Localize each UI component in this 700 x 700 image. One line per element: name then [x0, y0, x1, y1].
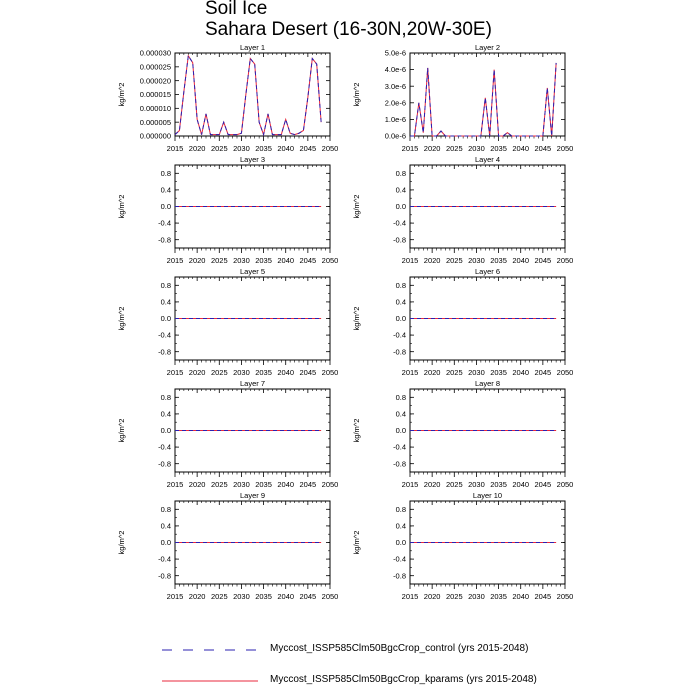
- y-tick-label: 0.000030: [139, 48, 171, 58]
- panel-layer-6: [352, 267, 573, 377]
- y-tick-label: 3.0e-6: [384, 81, 406, 91]
- x-tick-label: 2035: [255, 256, 272, 265]
- y-tick-label: 0.0: [160, 202, 171, 212]
- x-tick-label: 2050: [321, 480, 339, 489]
- y-axis-label: kg/m^2: [352, 82, 361, 107]
- panel-layer-4: [352, 155, 573, 265]
- x-tick-label: 2045: [299, 256, 317, 265]
- y-tick-label: 0.0: [160, 426, 171, 436]
- x-tick-label: 2040: [512, 480, 530, 489]
- y-tick-label: -0.4: [393, 218, 406, 228]
- x-tick-label: 2015: [166, 480, 184, 489]
- x-tick-label: 2040: [512, 592, 530, 601]
- y-tick-label: 0.4: [160, 521, 171, 531]
- x-tick-label: 2045: [299, 480, 317, 489]
- panel-title: Layer 2: [474, 43, 501, 52]
- y-tick-label: 0.000010: [139, 103, 171, 113]
- panel-title: Layer 4: [474, 155, 501, 164]
- y-axis-label: kg/m^2: [117, 306, 126, 331]
- y-axis-label: kg/m^2: [117, 194, 126, 219]
- y-tick-label: 2.0e-6: [384, 98, 406, 108]
- y-tick-label: 0.8: [160, 280, 171, 290]
- x-tick-label: 2020: [188, 256, 206, 265]
- x-tick-label: 2025: [445, 144, 463, 153]
- y-tick-label: -0.4: [393, 554, 406, 564]
- plot-frame: [410, 53, 565, 136]
- x-tick-label: 2050: [556, 480, 574, 489]
- y-axis-label: kg/m^2: [352, 530, 361, 555]
- x-tick-label: 2030: [233, 256, 250, 265]
- y-tick-label: 5.0e-6: [384, 48, 406, 58]
- y-tick-label: -0.8: [393, 571, 406, 581]
- panel-title: Layer 9: [239, 491, 266, 500]
- y-tick-label: 0.8: [160, 504, 171, 514]
- x-tick-label: 2020: [423, 592, 441, 601]
- x-tick-label: 2015: [401, 256, 419, 265]
- x-tick-label: 2045: [299, 368, 317, 377]
- x-tick-label: 2020: [423, 368, 441, 377]
- y-tick-label: 0.0e-6: [384, 131, 406, 141]
- x-tick-label: 2035: [255, 480, 272, 489]
- x-tick-label: 2030: [468, 480, 485, 489]
- y-tick-label: 0.8: [395, 504, 406, 514]
- x-tick-label: 2050: [556, 592, 574, 601]
- x-tick-label: 2040: [512, 144, 530, 153]
- x-tick-label: 2020: [188, 368, 206, 377]
- x-tick-label: 2030: [233, 144, 250, 153]
- y-tick-label: 0.4: [395, 409, 406, 419]
- y-axis-label: kg/m^2: [352, 418, 361, 443]
- x-tick-label: 2040: [512, 368, 530, 377]
- x-tick-label: 2020: [188, 592, 206, 601]
- series-line-control: [175, 56, 321, 135]
- y-tick-label: -0.8: [158, 459, 171, 469]
- y-tick-label: 0.000020: [139, 76, 171, 86]
- x-tick-label: 2040: [277, 592, 295, 601]
- x-tick-label: 2015: [401, 368, 419, 377]
- panel-layer-5: [117, 267, 338, 377]
- x-tick-label: 2050: [556, 256, 574, 265]
- y-tick-label: -0.4: [393, 330, 406, 340]
- y-tick-label: 0.8: [395, 392, 406, 402]
- x-tick-label: 2035: [255, 592, 272, 601]
- y-tick-label: 1.0e-6: [384, 115, 406, 124]
- x-tick-label: 2040: [277, 256, 295, 265]
- figure-subtitle: Sahara Desert (16-30N,20W-30E): [205, 19, 492, 40]
- y-axis-label: kg/m^2: [117, 418, 126, 443]
- y-tick-label: 0.000000: [139, 131, 171, 141]
- x-tick-label: 2030: [468, 368, 485, 377]
- x-tick-label: 2030: [468, 256, 485, 265]
- x-tick-label: 2045: [299, 592, 317, 601]
- x-tick-label: 2015: [401, 144, 419, 153]
- y-axis-label: kg/m^2: [117, 530, 126, 555]
- x-tick-label: 2015: [401, 592, 419, 601]
- panel-layer-2: [352, 43, 573, 153]
- x-tick-label: 2025: [210, 480, 228, 489]
- x-tick-label: 2040: [277, 144, 295, 153]
- panel-title: Layer 5: [239, 267, 266, 276]
- x-tick-label: 2040: [277, 480, 295, 489]
- legend-label-kparams: Myccost_ISSP585Clm50BgcCrop_kparams (yrs 2015-2048): [270, 674, 537, 685]
- x-tick-label: 2045: [534, 144, 552, 153]
- x-tick-label: 2050: [556, 368, 574, 377]
- x-tick-label: 2050: [321, 592, 339, 601]
- panel-layer-1: [117, 43, 338, 153]
- panel-layer-10: [352, 491, 573, 601]
- legend-swatch-kparams: [160, 676, 260, 686]
- x-tick-label: 2025: [445, 256, 463, 265]
- x-tick-label: 2050: [556, 144, 574, 153]
- x-tick-label: 2030: [468, 144, 485, 153]
- x-tick-label: 2025: [210, 592, 228, 601]
- x-tick-label: 2035: [490, 144, 507, 153]
- y-axis-label: kg/m^2: [352, 194, 361, 219]
- figure-title: Soil Ice: [205, 0, 268, 19]
- y-tick-label: -0.4: [393, 442, 406, 452]
- x-tick-label: 2045: [534, 256, 552, 265]
- y-tick-label: 0.0: [395, 202, 406, 212]
- x-tick-label: 2020: [188, 144, 206, 153]
- legend-label-control: Myccost_ISSP585Clm50BgcCrop_control (yrs 2015-2048): [270, 643, 529, 654]
- y-tick-label: 0.8: [160, 168, 171, 178]
- x-tick-label: 2050: [321, 368, 339, 377]
- x-tick-label: 2025: [445, 368, 463, 377]
- x-tick-label: 2045: [534, 368, 552, 377]
- x-tick-label: 2020: [423, 144, 441, 153]
- y-tick-label: -0.8: [393, 459, 406, 469]
- y-tick-label: -0.8: [393, 347, 406, 357]
- panel-title: Layer 3: [239, 155, 266, 164]
- x-tick-label: 2035: [490, 480, 507, 489]
- x-tick-label: 2045: [534, 592, 552, 601]
- x-tick-label: 2025: [210, 144, 228, 153]
- y-tick-label: 0.4: [160, 297, 171, 307]
- x-tick-label: 2030: [233, 480, 250, 489]
- y-tick-label: 0.0: [395, 538, 406, 548]
- panel-layer-8: [352, 379, 573, 489]
- y-tick-label: 0.4: [395, 297, 406, 307]
- x-tick-label: 2035: [490, 368, 507, 377]
- x-tick-label: 2030: [468, 592, 485, 601]
- x-tick-label: 2020: [423, 480, 441, 489]
- series-line-control: [410, 63, 556, 136]
- y-tick-label: -0.8: [393, 235, 406, 245]
- y-tick-label: 0.0: [395, 314, 406, 324]
- y-tick-label: -0.4: [158, 554, 171, 564]
- y-tick-label: 0.8: [395, 280, 406, 290]
- x-tick-label: 2050: [321, 256, 339, 265]
- x-tick-label: 2020: [188, 480, 206, 489]
- series-line-kparams: [175, 56, 321, 135]
- x-tick-label: 2025: [445, 480, 463, 489]
- y-tick-label: 0.4: [160, 185, 171, 195]
- y-tick-label: 0.0: [160, 314, 171, 324]
- x-tick-label: 2035: [255, 144, 272, 153]
- y-tick-label: -0.4: [158, 330, 171, 340]
- panel-layer-9: [117, 491, 338, 601]
- y-axis-label: kg/m^2: [117, 82, 126, 107]
- x-tick-label: 2015: [401, 480, 419, 489]
- x-tick-label: 2030: [233, 368, 250, 377]
- y-tick-label: -0.8: [158, 571, 171, 581]
- x-tick-label: 2015: [166, 592, 184, 601]
- panel-layer-3: [117, 155, 338, 265]
- y-tick-label: 0.4: [395, 521, 406, 531]
- y-tick-label: -0.8: [158, 347, 171, 357]
- y-tick-label: 0.8: [160, 392, 171, 402]
- panel-layer-7: [117, 379, 338, 489]
- panel-title: Layer 8: [474, 379, 501, 388]
- y-tick-label: 0.000005: [139, 117, 171, 127]
- y-tick-label: 0.000015: [139, 90, 171, 100]
- y-tick-label: 0.000025: [139, 62, 171, 72]
- y-tick-label: -0.4: [158, 442, 171, 452]
- x-tick-label: 2050: [321, 144, 339, 153]
- x-tick-label: 2035: [490, 256, 507, 265]
- x-tick-label: 2020: [423, 256, 441, 265]
- x-tick-label: 2025: [445, 592, 463, 601]
- panel-title: Layer 1: [239, 43, 266, 52]
- y-tick-label: 0.8: [395, 168, 406, 178]
- x-tick-label: 2040: [277, 368, 295, 377]
- x-tick-label: 2045: [534, 480, 552, 489]
- x-tick-label: 2040: [512, 256, 530, 265]
- y-tick-label: 0.0: [395, 426, 406, 436]
- x-tick-label: 2015: [166, 368, 184, 377]
- y-axis-label: kg/m^2: [352, 306, 361, 331]
- panel-title: Layer 6: [474, 267, 501, 276]
- y-tick-label: -0.8: [158, 235, 171, 245]
- y-tick-label: 0.0: [160, 538, 171, 548]
- x-tick-label: 2025: [210, 368, 228, 377]
- panel-title: Layer 7: [239, 379, 266, 388]
- y-tick-label: 4.0e-6: [384, 65, 406, 75]
- x-tick-label: 2035: [255, 368, 272, 377]
- y-tick-label: 0.4: [395, 185, 406, 195]
- x-tick-label: 2030: [233, 592, 250, 601]
- x-tick-label: 2035: [490, 592, 507, 601]
- y-tick-label: -0.4: [158, 218, 171, 228]
- legend-swatch-control: [160, 645, 260, 655]
- y-tick-label: 0.4: [160, 409, 171, 419]
- panel-title: Layer 10: [472, 491, 503, 500]
- x-tick-label: 2015: [166, 144, 184, 153]
- x-tick-label: 2015: [166, 256, 184, 265]
- x-tick-label: 2025: [210, 256, 228, 265]
- x-tick-label: 2045: [299, 144, 317, 153]
